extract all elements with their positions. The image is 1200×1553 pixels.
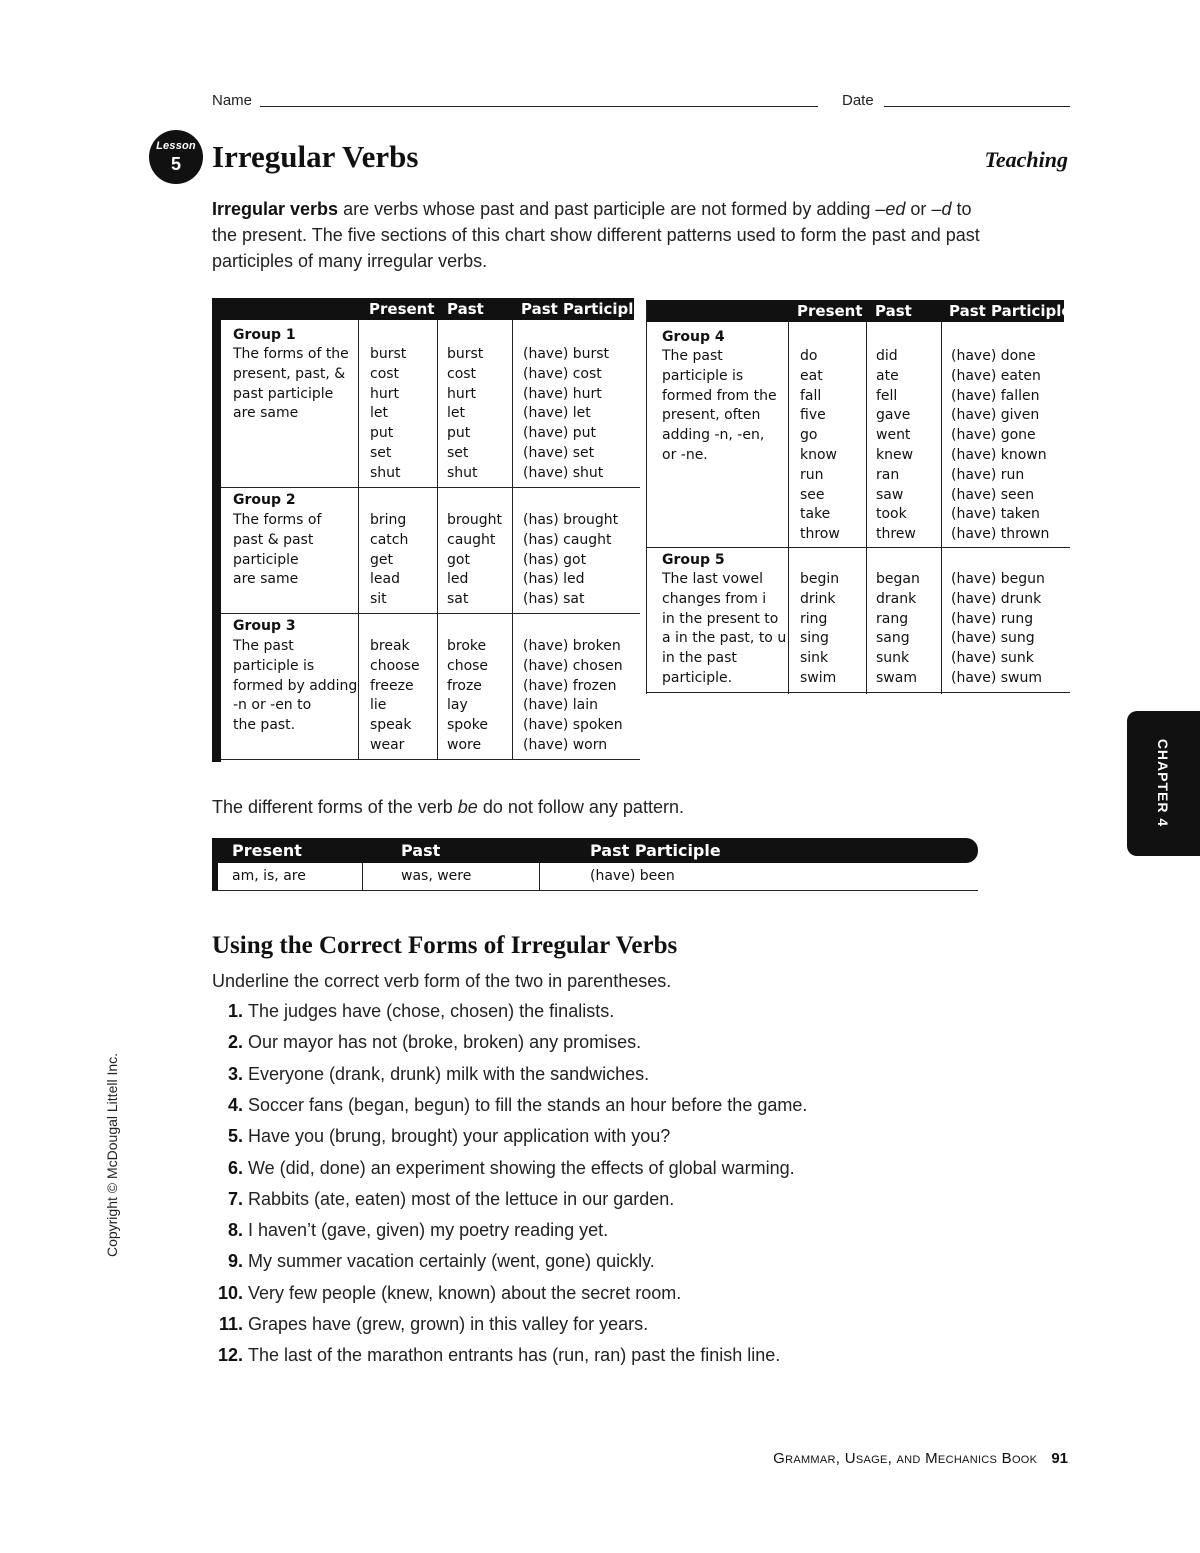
- exercise-sentence[interactable]: Our mayor has not (broke, broken) any promises.: [248, 1032, 642, 1053]
- group-4-past: did ate fell gave went knew ran saw took threw: [876, 348, 916, 543]
- exercise-number: 4.: [227, 1094, 243, 1115]
- verb-table-right: [646, 300, 1070, 694]
- exercise-number: 2.: [227, 1032, 243, 1053]
- name-line[interactable]: [260, 106, 818, 107]
- intro-d: –d: [931, 199, 952, 219]
- group-4-title: Group 4: [662, 329, 725, 345]
- exercise-number: 7.: [227, 1188, 243, 1209]
- exercise-number: 3.: [227, 1063, 243, 1084]
- divider: [788, 322, 789, 694]
- be-note-verb: be: [457, 797, 478, 817]
- table-bottom-line: [646, 692, 1070, 693]
- divider: [362, 863, 363, 890]
- be-header-band: [212, 838, 978, 863]
- exercise-item: [212, 1064, 649, 1085]
- chapter-tab: [1127, 711, 1200, 856]
- group-5-participle: (have) begun (have) drunk (have) rung (have) sung (have) sunk (have) swum: [951, 571, 1045, 686]
- page-title: Irregular Verbs: [212, 139, 419, 174]
- exercise-sentence[interactable]: Very few people (knew, known) about the secret room.: [248, 1282, 682, 1303]
- col-participle-header: Past Participle: [949, 302, 1072, 320]
- group-5-desc: The last vowel changes from i in the present to a in the past, to u in the past participle.: [662, 571, 787, 686]
- chapter-tab-label: CHAPTER 4: [1155, 738, 1171, 828]
- exercise-item: [212, 1251, 655, 1272]
- be-note: [212, 797, 684, 818]
- exercise-sentence[interactable]: The judges have (chose, chosen) the finalists.: [248, 1001, 615, 1021]
- col-present-header: Present: [369, 300, 435, 318]
- exercise-instructions: Underline the correct verb form of the two in parentheses.: [212, 971, 672, 991]
- exercise-number: 5.: [227, 1126, 243, 1147]
- lesson-label: Lesson: [156, 140, 196, 152]
- verb-table-left: [212, 298, 644, 762]
- group-3-present: break choose freeze lie speak wear: [370, 638, 420, 753]
- lesson-badge: [149, 130, 203, 184]
- be-note-before: The different forms of the verb: [212, 797, 458, 817]
- col-present-header: Present: [797, 302, 863, 320]
- be-note-after: do not follow any pattern.: [477, 797, 684, 817]
- group-5-present: begin drink ring sing sink swim: [800, 571, 840, 686]
- group-3-title: Group 3: [233, 618, 296, 634]
- exercise-sentence[interactable]: Soccer fans (began, begun) to fill the stands an hour before the game.: [248, 1094, 808, 1115]
- exercise-sentence[interactable]: Rabbits (ate, eaten) most of the lettuce in our garden.: [248, 1188, 675, 1209]
- divider: [646, 300, 647, 694]
- group-3-desc: The past participle is formed by adding -n or -en to the past.: [233, 638, 358, 734]
- exercise-sentence[interactable]: I haven’t (gave, given) my poetry reading yet.: [248, 1220, 609, 1241]
- intro-or: or: [905, 199, 932, 219]
- intro-term: Irregular verbs: [212, 199, 339, 219]
- footer: [773, 1450, 1068, 1467]
- exercise-item: [212, 1283, 681, 1304]
- table-bottom-line: [221, 759, 640, 760]
- group-5-past: began drank rang sang sunk swam: [876, 571, 920, 686]
- exercise-item: [212, 1126, 670, 1147]
- be-bottom-line: [212, 890, 978, 891]
- section-tag: Teaching: [984, 147, 1068, 172]
- col-past-header: Past: [447, 300, 484, 318]
- exercise-sentence[interactable]: Grapes have (grew, grown) in this valley for years.: [248, 1314, 649, 1334]
- group-4-participle: (have) done (have) eaten (have) fallen (have) given (have) gone (have) known (have) run (have) seen (have) taken (have) thrown: [951, 348, 1050, 543]
- exercise-number: 8.: [227, 1220, 243, 1241]
- group-2-title: Group 2: [233, 492, 296, 508]
- be-col-past: Past: [401, 841, 441, 860]
- col-past-header: Past: [875, 302, 912, 320]
- intro-ed: –ed: [875, 199, 906, 219]
- group-1-past: burst cost hurt let put set shut: [447, 346, 484, 481]
- exercise-number: 12.: [217, 1345, 243, 1366]
- exercise-item: [212, 1345, 780, 1366]
- exercise-sentence[interactable]: The last of the marathon entrants has (run, ran) past the finish line.: [248, 1345, 781, 1366]
- exercise-item: [212, 1095, 807, 1116]
- divider: [512, 320, 513, 760]
- be-present: am, is, are: [232, 868, 306, 884]
- exercise-item: [212, 1189, 674, 1210]
- col-participle-header: Past Participle: [521, 300, 644, 318]
- exercise-item: [212, 1001, 614, 1022]
- exercise-heading: Using the Correct Forms of Irregular Verbs: [212, 932, 678, 959]
- group-4-present: do eat fall five go know run see take throw: [800, 348, 840, 543]
- date-label: Date: [842, 92, 874, 109]
- exercise-item: [212, 1314, 648, 1335]
- group-2-desc: The forms of past & past participle are same: [233, 512, 322, 588]
- date-line[interactable]: [884, 106, 1070, 107]
- exercise-number: 10.: [217, 1282, 243, 1303]
- group-divider: [221, 613, 640, 614]
- exercise-number: 9.: [227, 1251, 243, 1272]
- exercise-item: [212, 1158, 795, 1179]
- column-header-band: [212, 298, 644, 320]
- exercise-number: 6.: [227, 1157, 243, 1178]
- divider: [437, 320, 438, 760]
- page-number: 91: [1051, 1450, 1068, 1467]
- exercise-sentence[interactable]: Everyone (drank, drunk) milk with the sandwiches.: [248, 1063, 650, 1084]
- group-1-participle: (have) burst (have) cost (have) hurt (have) let (have) put (have) set (have) shut: [523, 346, 610, 481]
- group-1-present: burst cost hurt let put set shut: [370, 346, 407, 481]
- group-3-past: broke chose froze lay spoke wore: [447, 638, 489, 753]
- name-label: Name: [212, 92, 253, 109]
- group-2-participle: (has) brought (has) caught (has) got (has) led (has) sat: [523, 512, 619, 608]
- group-2-past: brought caught got led sat: [447, 512, 503, 608]
- exercise-number: 1.: [227, 1001, 243, 1021]
- divider: [941, 322, 942, 694]
- group-2-present: bring catch get lead sit: [370, 512, 409, 608]
- exercise-sentence[interactable]: My summer vacation certainly (went, gone) quickly.: [248, 1251, 655, 1272]
- be-left-bar: [212, 838, 218, 891]
- column-header-band: [646, 300, 1072, 322]
- be-table: [212, 838, 978, 892]
- be-col-present: Present: [232, 841, 302, 860]
- group-1-title: Group 1: [233, 327, 296, 343]
- intro-text-1: are verbs whose past and past participle are not formed by adding: [338, 199, 876, 219]
- divider: [358, 320, 359, 760]
- be-past: was, were: [401, 868, 472, 884]
- exercise-sentence[interactable]: Have you (brung, brought) your application with you?: [248, 1126, 671, 1147]
- group-1-desc: The forms of the present, past, & past participle are same: [233, 346, 349, 422]
- left-bar: [212, 298, 221, 762]
- divider: [539, 863, 540, 890]
- group-3-participle: (have) broken (have) chosen (have) frozen (have) lain (have) spoken (have) worn: [523, 638, 623, 753]
- group-divider: [221, 487, 640, 488]
- exercise-sentence[interactable]: We (did, done) an experiment showing the effects of global warming.: [248, 1157, 795, 1178]
- exercise-item: [212, 1220, 608, 1241]
- intro-paragraph: [212, 196, 992, 274]
- copyright: Copyright © McDougal Littell Inc.: [104, 1052, 120, 1258]
- group-4-desc: The past participle is formed from the present, often adding -n, -en, or -ne.: [662, 348, 777, 463]
- group-5-title: Group 5: [662, 552, 725, 568]
- intro-text-2: to the present. The five sections of this chart show different patterns used to form the past and past participles of many irregular verbs.: [212, 199, 980, 271]
- book-title: Grammar, Usage, and Mechanics Book: [773, 1450, 1038, 1467]
- be-col-participle: Past Participle: [590, 841, 721, 860]
- group-divider: [646, 547, 1070, 548]
- lesson-number: 5: [170, 154, 181, 174]
- be-participle: (have) been: [590, 868, 675, 884]
- exercise-item: [212, 1032, 641, 1053]
- exercise-number: 11.: [218, 1314, 243, 1334]
- divider: [866, 322, 867, 694]
